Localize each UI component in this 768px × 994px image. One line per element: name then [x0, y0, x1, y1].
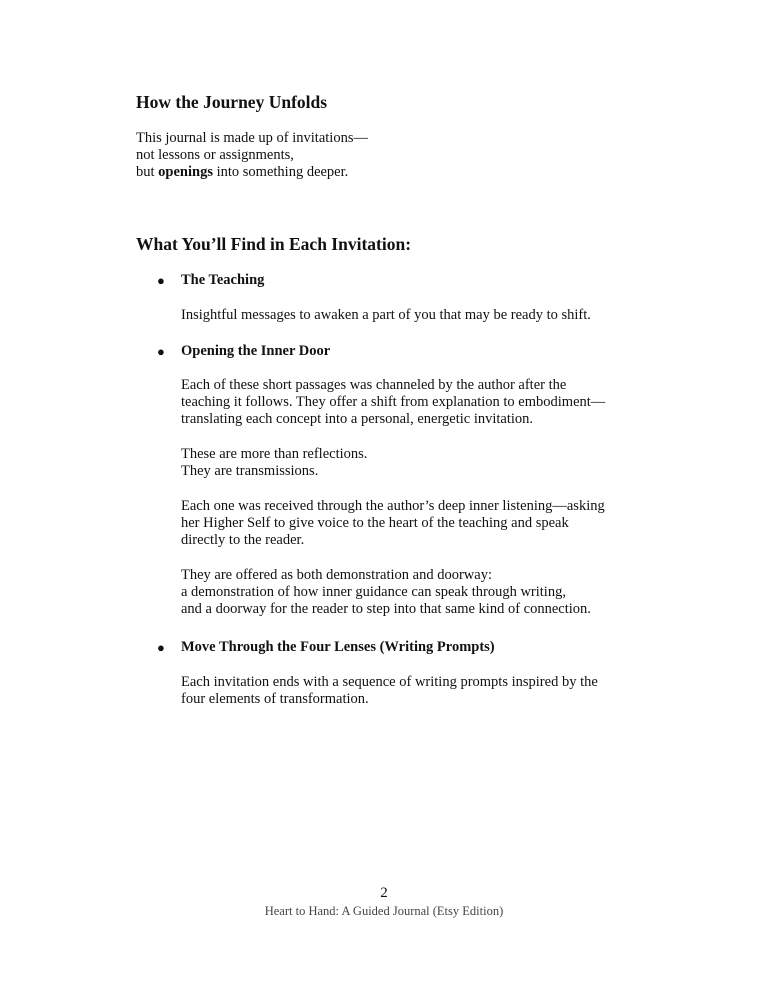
intro-emphasis-openings: openings [158, 164, 213, 180]
bullet-text-line: directly to the reader. [181, 532, 305, 548]
bullet-title-teaching: The Teaching [181, 272, 265, 288]
intro-line-2: not lessons or assignments, [136, 147, 294, 163]
bullet-title-four-lenses: Move Through the Four Lenses (Writing Prompts) [181, 639, 495, 655]
bullet-title-inner-door: Opening the Inner Door [181, 343, 331, 359]
bullet-text-line: They are offered as both demonstration and doorway: [181, 567, 492, 583]
bullet-text-line: a demonstration of how inner guidance can speak through writing, [181, 584, 566, 600]
bullet-text-line: her Higher Self to give voice to the heart of the teaching and speak [181, 515, 569, 531]
bullet-text-line: They are transmissions. [181, 463, 319, 479]
bullet-text-line: four elements of transformation. [181, 691, 369, 707]
bullet-text-line: translating each concept into a personal, energetic invitation. [181, 411, 534, 427]
intro-line-3 [136, 164, 348, 181]
section-title-invitation: What You’ll Find in Each Invitation: [136, 234, 412, 254]
bullet-text-line: teaching it follows. They offer a shift from explanation to embodiment— [181, 394, 606, 410]
intro-line-3-prefix: but [136, 164, 159, 180]
bullet-text-line: and a doorway for the reader to step into that same kind of connection. [181, 601, 591, 617]
footer-book-title: Heart to Hand: A Guided Journal (Etsy Edition) [264, 904, 504, 918]
bullet-text-line: These are more than reflections. [181, 446, 368, 462]
bullet-text-line: Each of these short passages was channeled by the author after the [181, 377, 567, 393]
intro-line-1: This journal is made up of invitations— [136, 130, 368, 146]
bullet-icon: ● [157, 344, 165, 359]
bullet-text-line: Insightful messages to awaken a part of you that may be ready to shift. [181, 307, 591, 323]
page-number: 2 [380, 885, 388, 901]
bullet-text-line: Each one was received through the author’s deep inner listening—asking [181, 498, 605, 514]
section-title-journey: How the Journey Unfolds [136, 92, 328, 112]
bullet-text-line: Each invitation ends with a sequence of writing prompts inspired by the [181, 674, 598, 690]
bullet-icon: ● [157, 273, 165, 288]
intro-line-3-suffix: into something deeper. [212, 164, 349, 180]
bullet-icon: ● [157, 640, 165, 655]
